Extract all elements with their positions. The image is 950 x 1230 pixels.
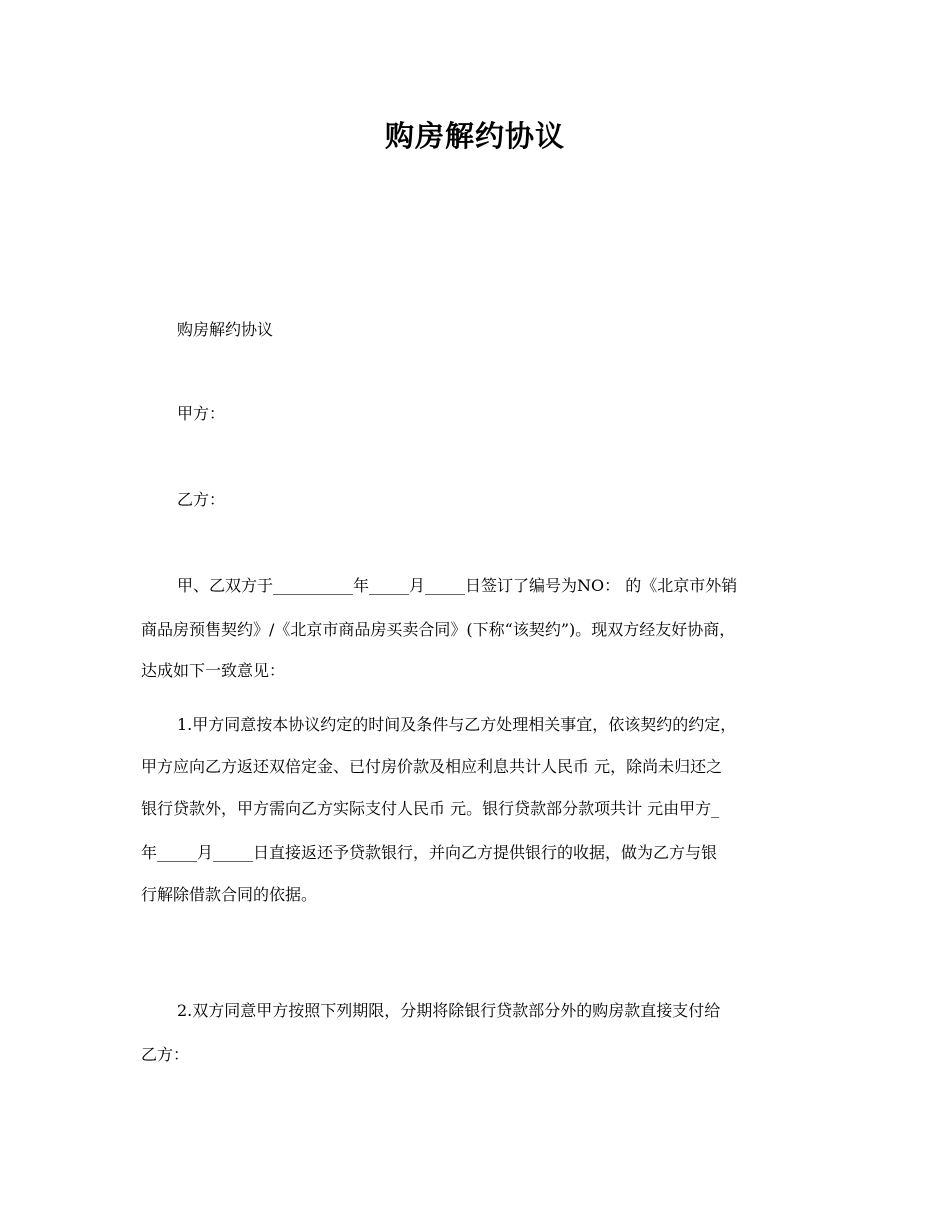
text-line: 年_____月_____日直接返还予贷款银行，并向乙方提供银行的收据，做为乙方与银 <box>141 843 718 862</box>
text-line: 甲、乙双方于__________年_____月_____日签订了编号为NO： 的《北京市外销 <box>177 576 738 595</box>
text-line: 商品房预售契约》/《北京市商品房买卖合同》(下称“该契约”)。现双方经友好协商， <box>141 620 736 639</box>
document-subtitle: 购房解约协议 <box>177 320 274 339</box>
text-line: 乙方： <box>141 1045 190 1064</box>
text-line: 银行贷款外，甲方需向乙方实际支付人民币 元。银行贷款部分款项共计 元由甲方_ <box>141 799 720 818</box>
text-line: 1.甲方同意按本协议约定的时间及条件与乙方处理相关事宜，依该契约的约定， <box>177 715 737 734</box>
party-a-label: 甲方： <box>177 404 226 423</box>
text-line: 2.双方同意甲方按照下列期限，分期将除银行贷款部分外的购房款直接支付给 <box>177 1001 721 1020</box>
text-line: 甲方应向乙方返还双倍定金、已付房价款及相应利息共计人民币 元，除尚未归还之 <box>141 757 723 776</box>
party-b-label: 乙方： <box>177 490 226 509</box>
text-line: 达成如下一致意见： <box>141 661 286 680</box>
text-line: 行解除借款合同的依据。 <box>141 885 318 904</box>
document-title: 购房解约协议 <box>384 119 565 153</box>
